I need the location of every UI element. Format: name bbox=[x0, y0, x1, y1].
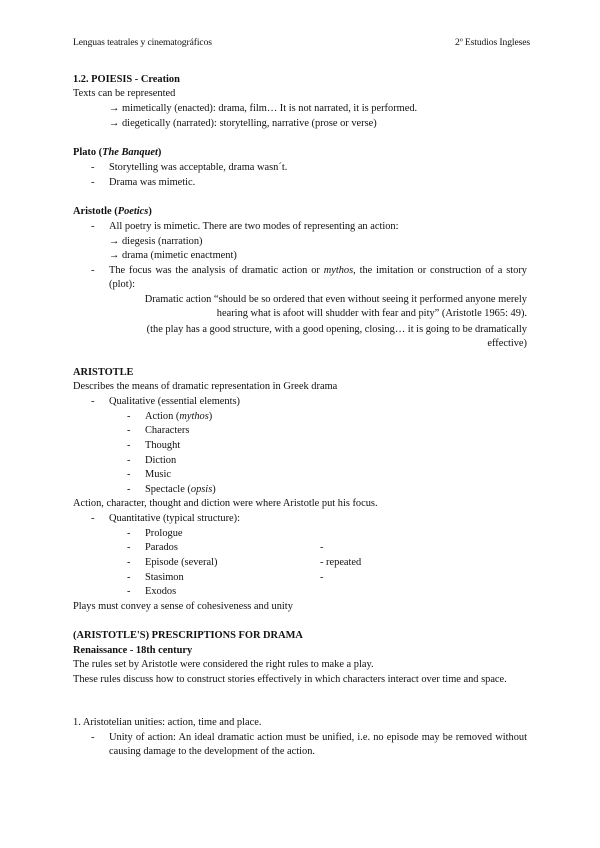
poiesis-diegetic: → diegetically (narrated): storytelling, narrative (prose or verse) bbox=[109, 118, 377, 129]
prescriptions-unities: 1. Aristotelian unities: action, time and place. bbox=[73, 717, 262, 728]
aristotle-quantitative: Quantitative (typical structure): bbox=[109, 513, 240, 524]
aristotle-conclusion: Plays must convey a sense of cohesiveness and unity bbox=[73, 601, 293, 612]
bullet-dash: - bbox=[91, 513, 95, 524]
poetics-item-1: All poetry is mimetic. There are two modes of representing an action: bbox=[109, 221, 399, 232]
poetics-note-line-2: effective) bbox=[487, 338, 527, 349]
part-parados: Parados bbox=[145, 542, 178, 553]
poetics-item-2-a: The focus was the analysis of dramatic action or bbox=[109, 265, 324, 276]
element-thought: Thought bbox=[145, 440, 181, 451]
poetics-item-2 bbox=[109, 264, 527, 292]
poiesis-mimetic: → mimetically (enacted): drama, film… It is not narrated, it is performed. bbox=[109, 103, 418, 114]
poetics-diegesis: → diegesis (narration) bbox=[109, 236, 203, 247]
bullet-dash: - bbox=[127, 440, 131, 451]
bracket-dash: - bbox=[320, 542, 324, 553]
part-stasimon: Stasimon bbox=[145, 572, 184, 583]
element-music: Music bbox=[145, 469, 171, 480]
bullet-dash: - bbox=[91, 732, 95, 743]
bullet-dash: - bbox=[127, 425, 131, 436]
section-title-prescriptions: (ARISTOTLE'S) PRESCRIPTIONS FOR DRAMA bbox=[73, 630, 303, 641]
repeated-label: - repeated bbox=[320, 557, 362, 568]
bullet-dash: - bbox=[91, 162, 95, 173]
poetics-quote-line-2: hearing what is afoot will shudder with fear and pity” (Aristotle 1965: 49). bbox=[216, 308, 527, 319]
element-action: Action (mythos) bbox=[145, 411, 213, 422]
plato-item-1: Storytelling was acceptable, drama wasn´t. bbox=[109, 162, 288, 173]
section-title-aristotle: ARISTOTLE bbox=[73, 367, 134, 378]
poetics-item-2-b: , the imitation or construction of a story (plot): bbox=[109, 265, 527, 290]
plato-heading bbox=[73, 146, 161, 160]
bullet-dash: - bbox=[127, 411, 131, 422]
aristotle-close: ) bbox=[148, 206, 152, 217]
bullet-dash: - bbox=[127, 586, 131, 597]
bullet-dash: - bbox=[91, 221, 95, 232]
aristotle-work: Poetics bbox=[117, 206, 149, 217]
plato-name: Plato ( bbox=[73, 147, 103, 158]
bracket-dash: - bbox=[320, 572, 324, 583]
prescriptions-subtitle: Renaissance - 18th century bbox=[73, 645, 193, 656]
bullet-dash: - bbox=[127, 542, 131, 553]
element-diction: Diction bbox=[145, 455, 177, 466]
plato-item-2: Drama was mimetic. bbox=[109, 177, 196, 188]
plato-work: The Banquet bbox=[102, 147, 158, 158]
element-characters: Characters bbox=[145, 425, 190, 436]
part-exodos: Exodos bbox=[145, 586, 177, 597]
aristotle-intro: Describes the means of dramatic representation in Greek drama bbox=[73, 381, 338, 392]
poetics-item-2-mythos: mythos bbox=[323, 265, 354, 276]
aristotle-name: Aristotle ( bbox=[73, 206, 118, 217]
poetics-quote-line-1: Dramatic action “should be so ordered that even without seeing it performed anyone merely bbox=[144, 294, 527, 305]
aristotle-qualitative: Qualitative (essential elements) bbox=[109, 396, 240, 407]
part-episode: Episode (several) bbox=[145, 557, 218, 568]
aristotle-focus: Action, character, thought and diction were where Aristotle put his focus. bbox=[73, 498, 378, 509]
element-spectacle: Spectacle (opsis) bbox=[145, 484, 216, 495]
bullet-dash: - bbox=[127, 469, 131, 480]
bullet-dash: - bbox=[91, 396, 95, 407]
poetics-drama: → drama (mimetic enactment) bbox=[109, 250, 237, 261]
plato-close: ) bbox=[157, 147, 162, 158]
section-title-poiesis: 1.2. POIESIS - Creation bbox=[73, 74, 180, 85]
bullet-dash: - bbox=[127, 455, 131, 466]
bullet-dash: - bbox=[127, 572, 131, 583]
page-header-right: 2º Estudios Ingleses bbox=[455, 37, 531, 48]
bullet-dash: - bbox=[127, 557, 131, 568]
prescriptions-paragraph-2: These rules discuss how to construct stories effectively in which characters interact over time and space. bbox=[73, 674, 507, 685]
bullet-dash: - bbox=[127, 528, 131, 539]
bullet-dash: - bbox=[91, 265, 95, 276]
unity-of-action: Unity of action: An ideal dramatic action must be unified, i.e. no episode may be removed without causing damage to the development of the action. bbox=[109, 732, 527, 757]
bullet-dash: - bbox=[91, 177, 95, 188]
page-header-left: Lenguas teatrales y cinematográficos bbox=[73, 37, 212, 48]
poetics-note-line-1: (the play has a good structure, with a good opening, closing… it is going to be dramatically bbox=[146, 324, 527, 335]
poiesis-intro: Texts can be represented bbox=[73, 88, 176, 99]
bullet-dash: - bbox=[127, 484, 131, 495]
prescriptions-paragraph-1: The rules set by Aristotle were considered the right rules to make a play. bbox=[73, 659, 374, 670]
aristotle-poetics-heading bbox=[73, 205, 152, 219]
part-prologue: Prologue bbox=[145, 528, 183, 539]
